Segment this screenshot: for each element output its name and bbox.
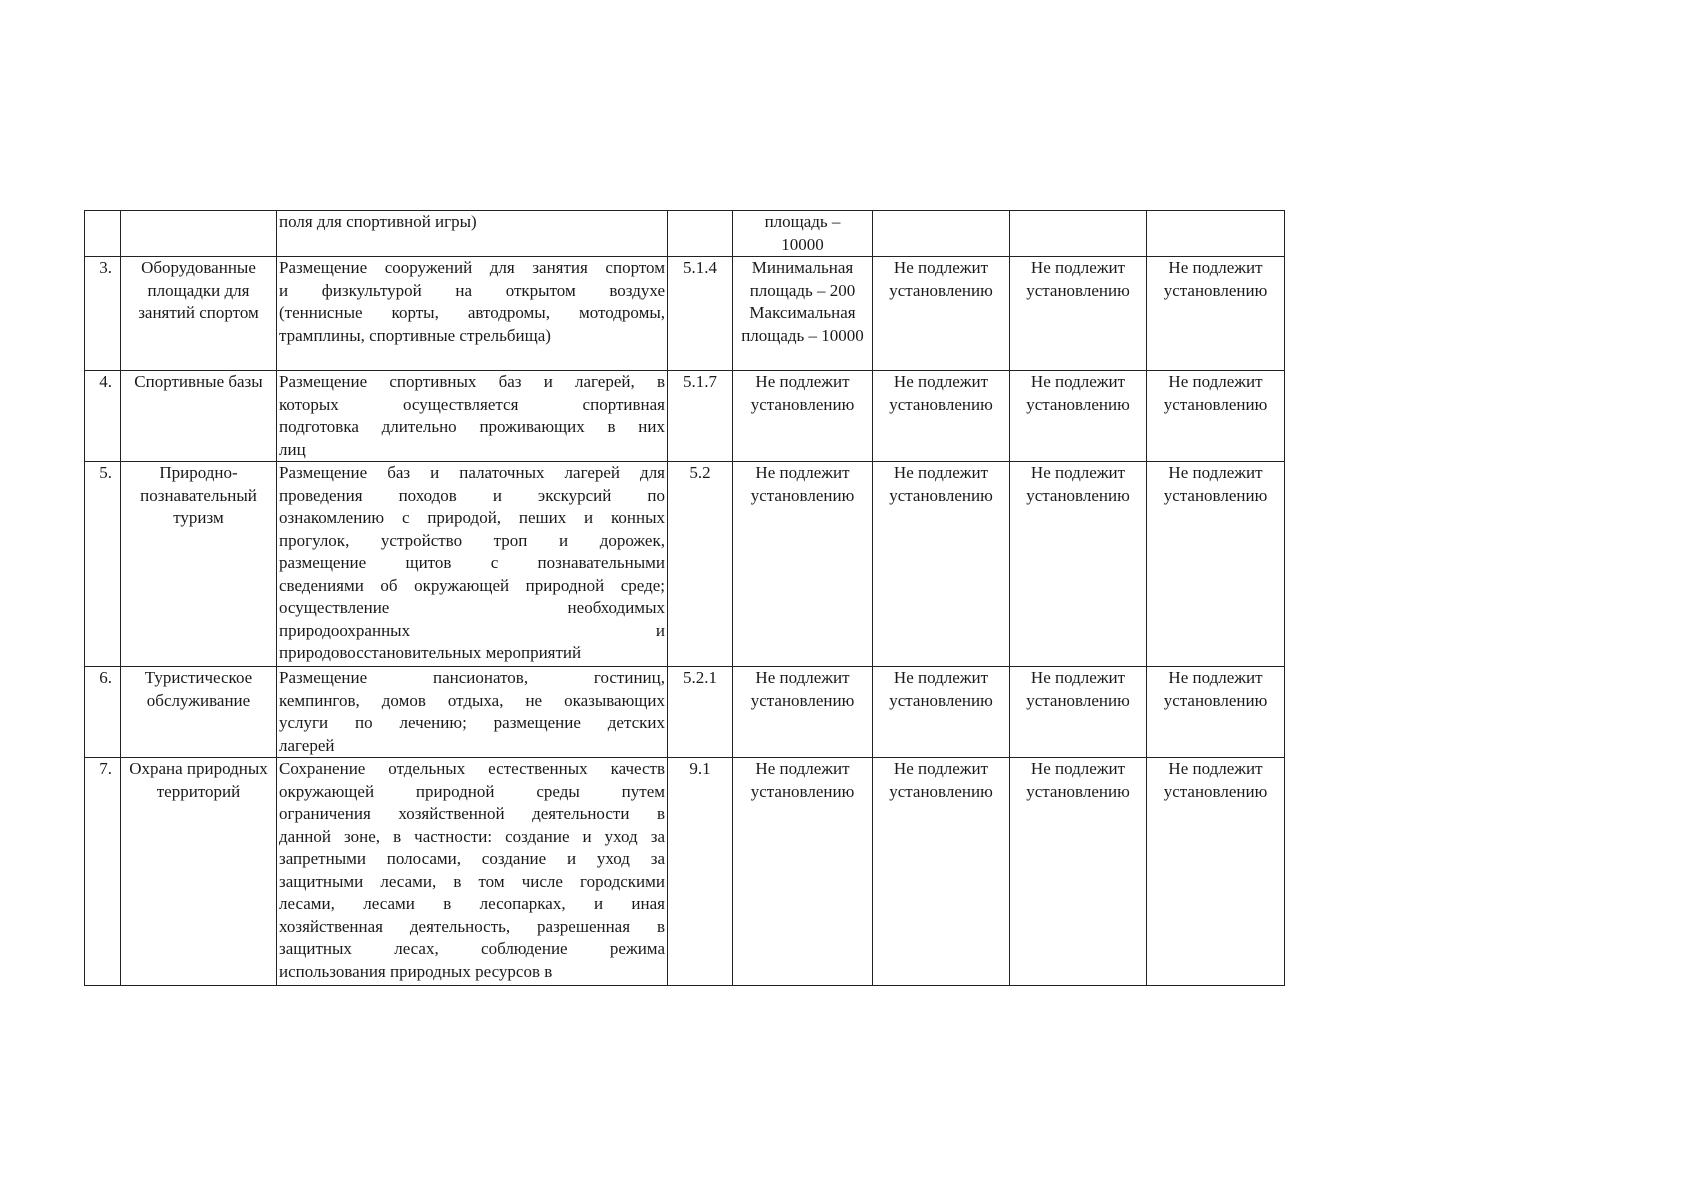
description-line: кемпингов, домов отдыха, не оказывающих (279, 690, 665, 710)
plot-area-limits: Минимальная площадь – 200 Максимальная площадь – 10000 (733, 257, 873, 371)
plot-area-limits: Не подлежит установлению (733, 462, 873, 667)
description-line: защитных лесах, соблюдение режима (279, 939, 665, 958)
description-line: защитными лесами, в том числе городскими (279, 871, 665, 891)
row-number: 3. (85, 257, 121, 371)
param-value-1: Не подлежит установлению (873, 667, 1010, 758)
param-value-1: Не подлежит установлению (873, 257, 1010, 371)
description-line: (теннисные корты, автодромы, мотодромы, (279, 303, 665, 322)
param-value-2: Не подлежит установлению (1010, 758, 1147, 986)
description-line: и физкультурой на открытом воздухе (279, 280, 665, 300)
plot-area-limits: Не подлежит установлению (733, 371, 873, 462)
description-line: прогулок, устройство троп и дорожек, (279, 530, 665, 550)
land-use-description (277, 211, 668, 257)
param-value-1 (873, 211, 1010, 257)
land-use-description (277, 257, 668, 371)
table-row (85, 667, 1285, 758)
plot-area-limits: Не подлежит установлению (733, 758, 873, 986)
land-use-name: Спортивные базы (121, 371, 277, 462)
param-value-3: Не подлежит установлению (1147, 462, 1285, 667)
land-use-name: Туристическое обслуживание (121, 667, 277, 758)
param-value-2: Не подлежит установлению (1010, 667, 1147, 758)
description-line: которых осуществляется спортивная (279, 394, 665, 414)
description-line: Размещение спортивных баз и лагерей, в (279, 372, 665, 391)
classifier-code: 5.2 (668, 462, 733, 667)
row-number: 5. (85, 462, 121, 667)
land-use-name: Оборудованные площадки для занятий спортом (121, 257, 277, 371)
description-line: ознакомлению с природой, пеших и конных (279, 508, 665, 527)
description-line: природоохранных и (279, 620, 665, 640)
param-value-3: Не подлежит установлению (1147, 257, 1285, 371)
description-line: подготовка длительно проживающих в них (279, 417, 665, 436)
classifier-code: 5.2.1 (668, 667, 733, 758)
param-value-3: Не подлежит установлению (1147, 371, 1285, 462)
param-value-1: Не подлежит установлению (873, 462, 1010, 667)
land-use-description (277, 371, 668, 462)
param-value-1: Не подлежит установлению (873, 758, 1010, 986)
param-value-3: Не подлежит установлению (1147, 758, 1285, 986)
param-value-2: Не подлежит установлению (1010, 257, 1147, 371)
description-line: проведения походов и экскурсий по (279, 485, 665, 505)
land-use-description (277, 667, 668, 758)
table-body (85, 211, 1285, 986)
description-line: услуги по лечению; размещение детских (279, 713, 665, 732)
description-line: Размещение баз и палаточных лагерей для (279, 463, 665, 482)
classifier-code: 9.1 (668, 758, 733, 986)
table-row (85, 371, 1285, 462)
table-row (85, 462, 1285, 667)
classifier-code: 5.1.4 (668, 257, 733, 371)
row-number (85, 211, 121, 257)
param-value-2: Не подлежит установлению (1010, 462, 1147, 667)
description-line: Размещение пансионатов, гостиниц, (279, 668, 665, 687)
param-value-2: Не подлежит установлению (1010, 371, 1147, 462)
classifier-code: 5.1.7 (668, 371, 733, 462)
description-line: окружающей природной среды путем (279, 781, 665, 801)
param-value-1: Не подлежит установлению (873, 371, 1010, 462)
description-line: Размещение сооружений для занятия спортом (279, 258, 665, 277)
plot-area-limits: Не подлежит установлению (733, 667, 873, 758)
param-value-2 (1010, 211, 1147, 257)
description-line: данной зоне, в частности: создание и уход за (279, 826, 665, 846)
description-line: трамплины, спортивные стрельбища) (279, 325, 551, 345)
table-row (85, 211, 1285, 257)
land-use-description (277, 758, 668, 986)
land-use-description (277, 462, 668, 667)
land-use-name: Природно-познавательный туризм (121, 462, 277, 667)
description-line: сведениями об окружающей природной среде; (279, 575, 665, 595)
description-line: Сохранение отдельных естественных качеств (279, 759, 665, 778)
description-line: природовосстановительных мероприятий (279, 643, 582, 662)
row-number: 6. (85, 667, 121, 758)
param-value-3: Не подлежит установлению (1147, 667, 1285, 758)
land-use-name: Охрана природных территорий (121, 758, 277, 986)
description-line: запретными полосами, создание и уход за (279, 849, 665, 868)
description-line: использования природных ресурсов в (279, 961, 553, 981)
land-use-name (121, 211, 277, 257)
plot-area-limits: площадь – 10000 (733, 211, 873, 257)
row-number: 4. (85, 371, 121, 462)
land-use-table (84, 210, 1285, 986)
row-number: 7. (85, 758, 121, 986)
description-line: осуществление необходимых (279, 598, 665, 617)
description-line: лиц (279, 439, 306, 459)
classifier-code (668, 211, 733, 257)
description-line: поля для спортивной игры) (279, 212, 477, 231)
description-line: лесами, лесами в лесопарках, и иная (279, 894, 665, 913)
description-line: размещение щитов с познавательными (279, 553, 665, 572)
description-line: ограничения хозяйственной деятельности в (279, 804, 665, 823)
param-value-3 (1147, 211, 1285, 257)
description-line: хозяйственная деятельность, разрешенная в (279, 916, 665, 936)
table-row (85, 758, 1285, 986)
description-line: лагерей (279, 735, 335, 755)
table-row (85, 257, 1285, 371)
